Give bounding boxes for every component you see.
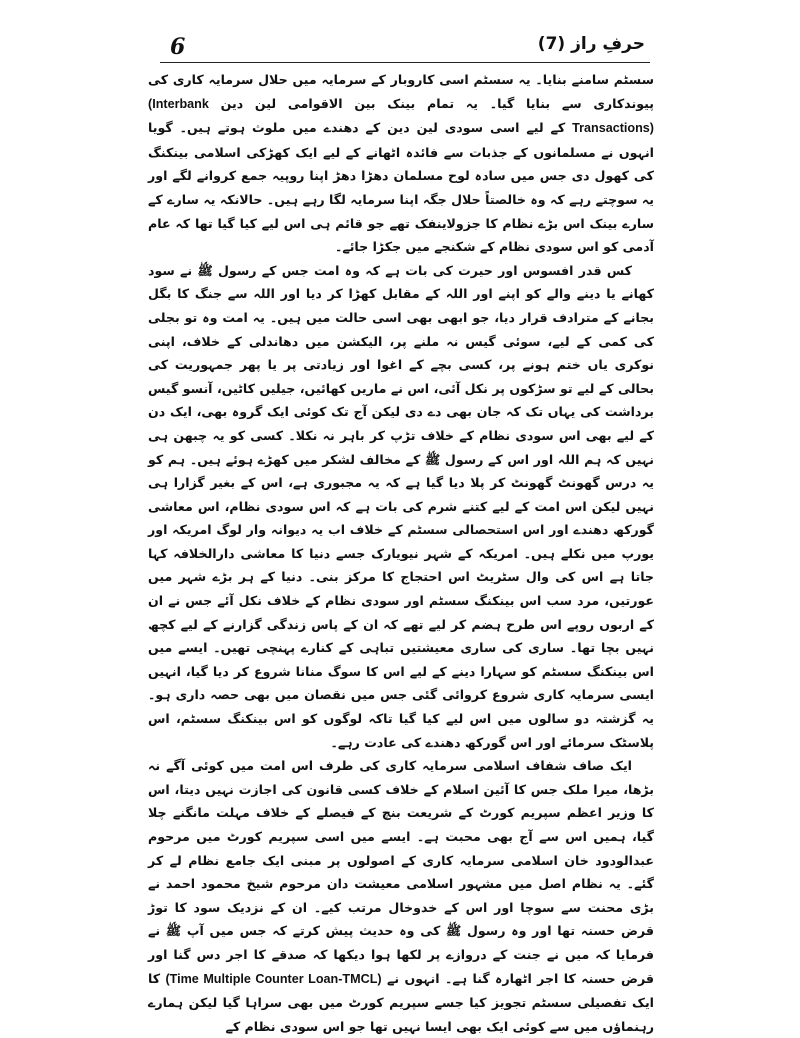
body-text bbox=[148, 68, 654, 1038]
paragraph-3 bbox=[148, 754, 654, 1038]
paragraph-2-text: کس قدر افسوس اور حیرت کی بات ہے کہ وہ امت جس کے رسول ﷺ نے سود کھانے یا دینے والے کو اپنے اور اللہ کے مقابل کھڑا کر دیا اور اللہ سے جنگ کا بگل بجانے کے مترادف قرار دیا، جو ابھی بھی اسی حالت میں ہیں۔ یہ امت وہ تو بجلی کی کمی کے لیے، سوئی گیس نہ ملنے پر، الیکشن میں دھاندلی کے خلاف، اپنی نوکری یاں ختم ہونے پر، کسی بچے کے اغوا اور زیادتی پر یا پھر جمہوریت کی بحالی کے لیے تو سڑکوں پر نکل آئی، اس نے ماریں کھائیں، جیلیں کاٹیں، آنسو گیس برداشت کی یہاں تک کہ جان بھی دے دی لیکن آج تک کوئی ایک گروہ بھی، ایک دن کے لیے بھی اس سودی نظام کے خلاف تڑپ کر باہر نہ نکلا۔ کسی کو یہ چبھن ہی نہیں کہ ہم اللہ اور اس کے رسول ﷺ کے مخالف لشکر میں کھڑے ہوئے ہیں۔ ہم کو یہ درس گھونٹ گھونٹ کر پلا دیا گیا ہے کہ یہ مجبوری ہے، اس کے بغیر گزارا ہی نہیں لیکن اس امت کے لیے کتنے شرم کی بات ہے کہ اس سودی نظام، اس معاشی گورکھ دھندے اور اس استحصالی سسٹم کے خلاف اب یہ دیوانہ وار لوگ امریکہ اور یورپ میں نکلے ہیں۔ امریکہ کے شہر نیویارک جسے دنیا کا معاشی دارالخلافہ کہا جاتا ہے اس کی وال سٹریٹ اس احتجاج کا مرکز بنی۔ دنیا کے ہر بڑے شہر میں عورتیں، مرد سب اس بینکنگ سسٹم اور سودی نظام کے خلاف نکل آئے جس نے ان کے اربوں روپے اس طرح ہضم کر لیے تھے کہ ان کے پاس زندگی گزارنے کے لیے کچھ نہیں بچا تھا۔ ساری کی ساری معیشتیں تباہی کے کنارے پہنچی تھیں۔ ایسے میں اس بینکنگ سسٹم کو سہارا دینے کے لیے اس کا سوگ منانا شروع کر دیا گیا، انہیں ایسی سرمایہ کاری شروع کروائی گئی جس میں نقصان میں بھی حصہ داری ہو۔ یہ گزشتہ دو سالوں میں اس لیے کیا گیا تاکہ لوگوں کو اس بینکنگ سسٹم، اس پلاسٹک سرمائے اور اس گورکھ دھندے کی عادت رہے۔ bbox=[148, 262, 654, 750]
running-title: حرفِ راز (7) bbox=[537, 34, 645, 54]
paragraph-1 bbox=[148, 68, 654, 259]
paragraph-1-text-a: سسٹم سامنے بنایا۔ یہ سسٹم اسی کاروبار کے سرمایہ میں حلال سرمایہ کاری کی پیوندکاری سے بنایا گیا۔ یہ تمام بینک بین الاقوامی لین دین bbox=[148, 72, 654, 111]
interbank-transactions-term: (Interbank Transactions) bbox=[148, 96, 654, 136]
paragraph-2 bbox=[148, 259, 654, 754]
page-number: 6 bbox=[170, 34, 186, 60]
paragraph-1-text-b: کے لیے اسی سودی لین دین کے دھندے میں ملوث ہوتے ہیں۔ گویا انہوں نے مسلمانوں کے جذبات سے فائدہ اٹھانے کے لیے ایک کھڑکی اسلامی بینکنگ کی کھول دی جس میں سادہ لوح مسلمان دھڑا دھڑ اپنا روپیہ جمع کروانے لگے اور یہ سوچتے رہے کہ وہ خالصتاً حلال جگہ اپنا سرمایہ لگا رہے ہیں۔ حالانکہ یہ سارے کے سارے بینک اس بڑے نظام کا جزولاینفک تھے جو قائم ہی اس لیے کیا گیا تھا کہ عام آدمی کو اس سودی نظام کے شکنجے میں جکڑا جائے۔ bbox=[148, 120, 654, 255]
header-rule bbox=[160, 62, 650, 63]
tmcl-term: (Time Multiple Counter Loan-TMCL) bbox=[165, 971, 382, 986]
paragraph-3-text-b: کا ایک تفصیلی سسٹم تجویز کیا جسے سپریم کورٹ میں بھی سراہا گیا لیکن ہمارے رہنماؤں میں سے کوئی ایک بھی ایسا نہیں تھا جو اس سودی نظام کے bbox=[148, 970, 654, 1034]
paragraph-3-text-a: ایک صاف شفاف اسلامی سرمایہ کاری کی طرف اس امت میں کوئی آگے نہ بڑھا، میرا ملک جس کا آئین اسلام کے خلاف کسی قانون کی اجازت نہیں دیتا، اس کا وزیر اعظم سپریم کورٹ کے شریعت بنچ کے فیصلے کے خلاف مہلت مانگنے چلا گیا، ہمیں اس سے آج بھی محبت ہے۔ ایسے میں اسی سپریم کورٹ میں مرحوم عبدالودود خان اسلامی سرمایہ کاری کے اصولوں پر مبنی ایک جامع نظام لے کر گئے۔ یہ نظام اصل میں مشہور اسلامی معیشت دان مرحوم شیخ محمود احمد نے بڑی محنت سے سوچا اور اس کے خدوخال مرتب کیے۔ ان کے نزدیک سود کا توڑ قرض حسنہ تھا اور وہ رسول ﷺ کی وہ حدیث پیش کرتے کہ جس میں آپ ﷺ نے فرمایا کہ میں نے جنت کے دروازے پر لکھا ہوا دیکھا کہ صدقے کا اجر دس گنا اور قرض حسنہ کا اجر اٹھارہ گنا ہے۔ انہوں نے bbox=[148, 758, 655, 986]
